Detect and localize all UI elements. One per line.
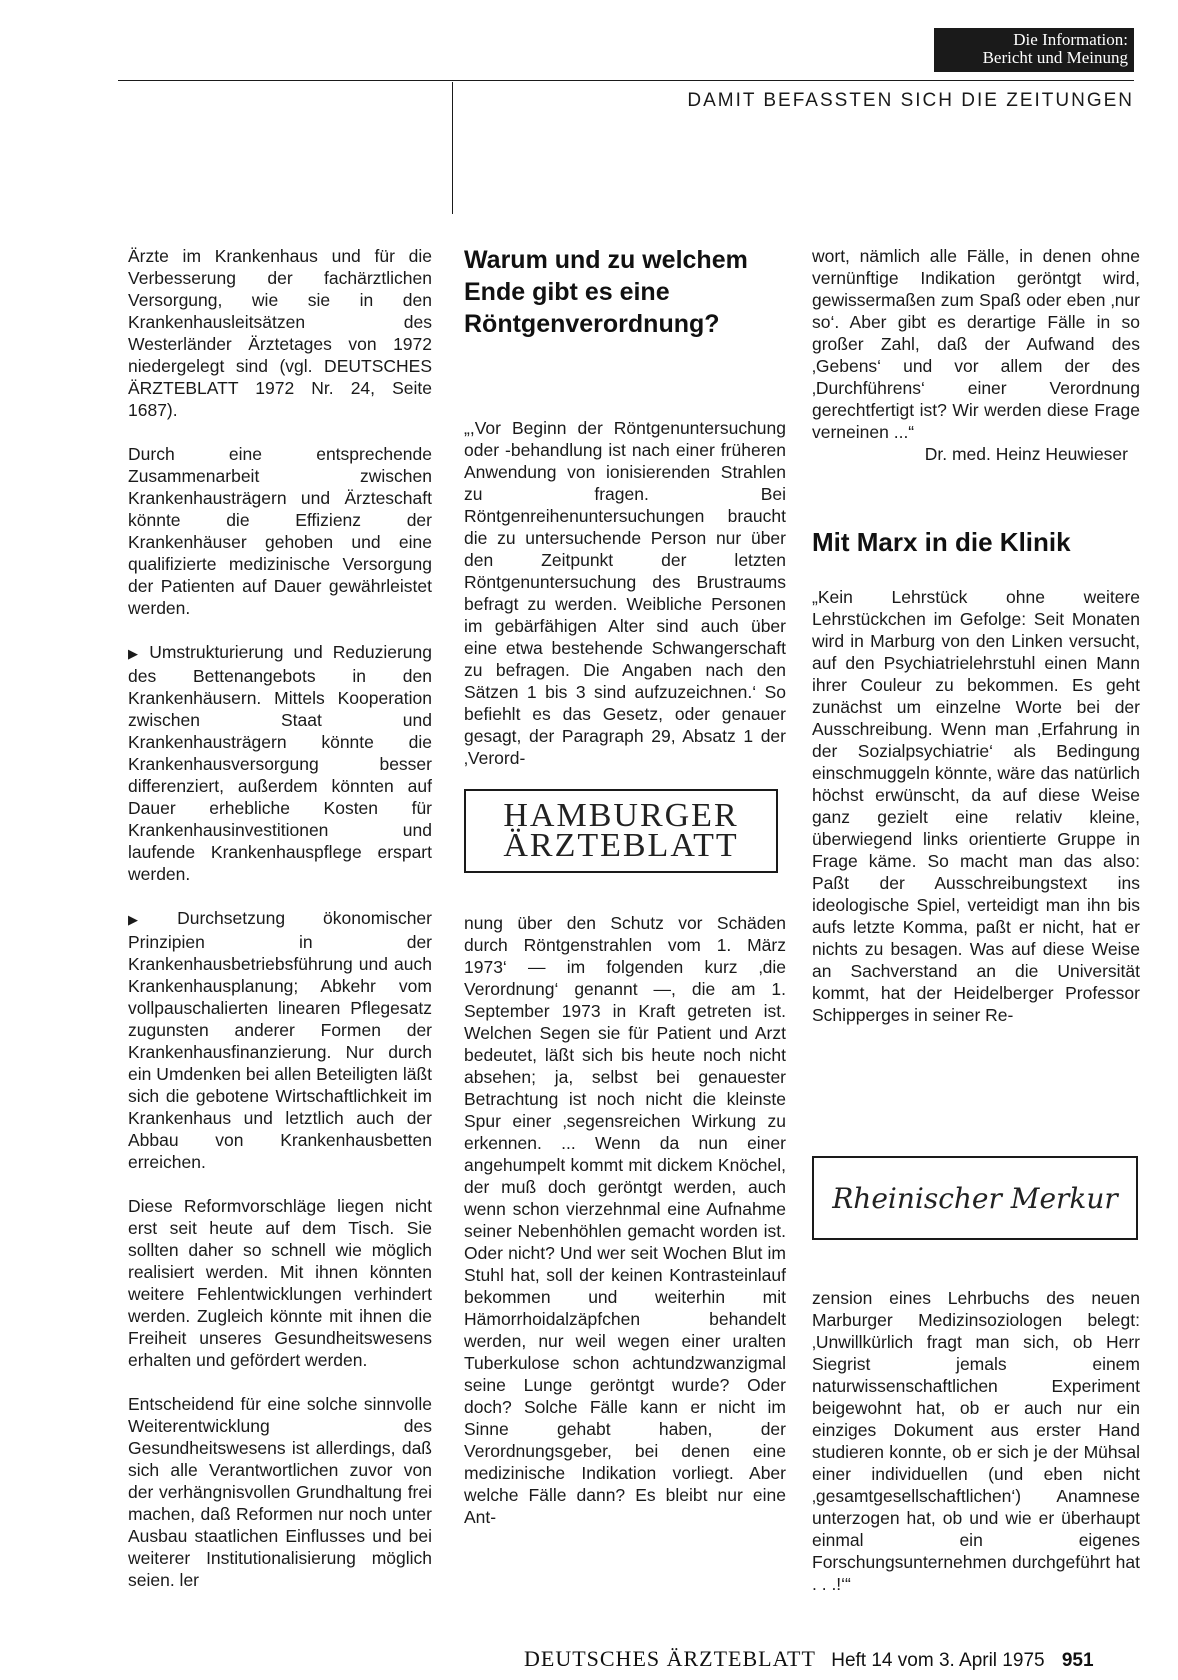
triangle-bullet-icon: ▶ (128, 646, 144, 661)
bullet-paragraph (128, 641, 432, 885)
paragraph: „,Vor Beginn der Röntgenuntersuchung oder -behandlung ist nach einer früheren Anwendung von ionisierenden Strahlen zu fragen. Bei Röntgenreihenuntersuchungen braucht die zu untersuchende Person nur über den Zeitpunkt der letzten Röntgenuntersuchung des Brustraums befragt zu werden. Weibliche Personen im gebärfähigen Alter sind auch über eine etwa bestehende Schwangerschaft zu befragen. Die Angaben nach den Sätzen 1 bis 3 sind aufzuzeichnen.‘ So befiehlt es das Gesetz, oder genauer gesagt, der Paragraph 29, Absatz 1 der ‚Verord- (464, 418, 786, 768)
article-text (812, 586, 1140, 1026)
paragraph: Diese Reformvorschläge liegen nicht erst seit heute auf dem Tisch. Sie sollten daher so schnell wie möglich realisiert werden. Mit ihnen könnten weitere Fehlentwicklungen verhindert werden. Zugleich könnte mit ihnen die Freiheit unseres Gesundheitswesens erhalten und gefördert werden. (128, 1196, 432, 1370)
section-label (934, 28, 1134, 72)
paragraph: Durch eine entsprechende Zusammenarbeit zwischen Krankenhausträgern und Ärzteschaft könnte die Effizienz der Krankenhäuser gehoben und eine qualifizierte medizinische Versorgung der Patienten auf Dauer gewährleistet werden. (128, 444, 432, 618)
article-text (812, 1287, 1140, 1595)
source-box-hamburger-aerzteblatt (464, 789, 778, 873)
section-label-line2: Bericht und Meinung (982, 48, 1128, 67)
page-number: 951 (1061, 1650, 1094, 1671)
source-line2: ÄRZTEBLATT (503, 827, 739, 864)
paragraph: zension eines Lehrbuchs des neuen Marburger Medizinsoziologen belegt: ‚Unwillkürlich fragt man sich, ob Herr Siegrist jemals einem naturwissenschaftlichen Experiment beigewohnt hat, ob er auch nur ein einziges Dokument aus erster Hand studieren konnte, ob er sich je der Mühsal einer individuellen (und eben nicht ‚gesamtgesellschaftlichen‘) Anamnese unterzogen hat, ob und wie er überhaupt einmal ein eigenes Forschungsunternehmen durchgeführt hat . . .!‘“ (812, 1288, 1140, 1594)
source-name: Rheinischer Merkur (832, 1181, 1118, 1215)
page-footer (524, 1646, 1094, 1672)
paragraph: Entscheidend für eine solche sinnvolle Weiterentwicklung des Gesundheitswesens ist allerdings, daß sich alle Verantwortlichen zuvor von der verhängnisvollen Grundhaltung frei machen, daß Reformen nur noch unter Ausbau staatlichen Einflusses und bei weiterer Institutionalisierung möglich seien. ler (128, 1394, 432, 1590)
article-text (464, 912, 786, 1528)
section-kicker: DAMIT BEFASSTEN SICH DIE ZEITUNGEN (687, 90, 1134, 111)
paragraph: wort, nämlich alle Fälle, in denen ohne vernünftige Indikation geröntgt wird, gewissermaßen zum Spaß oder eben ‚nur so‘. Aber gibt es derartige Fälle in so großer Zahl, daß der Aufwand des ‚Gebens‘ und vor allem der des ‚Durchführens‘ einer Verordnung gerechtfertigt ist? Wir werden diese Frage verneinen ...“ (812, 246, 1140, 442)
bullet-text: Umstrukturierung und Reduzierung des Bettenangebots in den Krankenhäusern. Mittels Kooperation zwischen Staat und Krankenhausträgern könnte die Krankenhausversorgung besser differenziert, außerdem könnten auf Dauer erhebliche Kosten für Krankenhausinvestitionen und laufende Krankenhauspflege erspart werden. (128, 642, 432, 884)
header-rule (118, 80, 1134, 81)
bullet-paragraph (128, 907, 432, 1173)
section-label-line1: Die Information: (1013, 30, 1128, 49)
article-text (464, 417, 786, 769)
paragraph: Ärzte im Krankenhaus und für die Verbesserung der fachärztlichen Versorgung, wie sie in den Krankenhausleitsätzen des Westerländer Ärztetages von 1972 niedergelegt sind (vgl. DEUTSCHES ÄRZTEBLATT 1972 Nr. 24, Seite 1687). (128, 246, 432, 420)
paragraph: „Kein Lehrstück ohne weitere Lehrstückchen im Gefolge: Seit Monaten wird in Marburg von den Linken versucht, auf den Psychiatrielehrstuhl einen Mann ihrer Couleur zu bekommen. Es geht zunächst um einzelne Worte bei der Ausschreibung. Wenn man ‚Erfahrung in der Sozialpsychiatrie‘ als Bedingung einschmuggeln könnte, wäre das natürlich höchst erwünscht, da auf diese Weise ganz gezielt eine relativ kleine, überwiegend links orientierte Gruppe in Frage käme. So macht man das also: Paßt der Ausschreibungstext ins ideologische Spiel, verteidigt man ihn bis aufs letzte Komma, paßt er nicht, hat er nichts zu besagen. Was auf diese Weise an Sachverstand an die Universität kommt, hat der Heidelberger Professor Schipperges in seiner Re- (812, 587, 1140, 1025)
header-divider (452, 82, 453, 214)
column-left (128, 245, 432, 1591)
magazine-name: DEUTSCHES ÄRZTEBLATT (524, 1646, 816, 1671)
article-text-continued (812, 245, 1140, 465)
author-signature: Dr. med. Heinz Heuwieser (924, 444, 1128, 464)
paragraph: nung über den Schutz vor Schäden durch Röntgenstrahlen vom 1. März 1973‘ — im folgenden kurz ‚die Verordnung‘ genannt —, die am 1. September 1973 in Kraft getreten ist. Welchen Segen sie für Patient und Arzt bedeutet, läßt sich bis heute noch nicht absehen; ja, selbst bei genauester Betrachtung ist noch nicht die kleinste Spur einer ‚segensreichen Wirkung zu erkennen. ... Wenn da nun einer angehumpelt kommt mit dickem Knöchel, der muß doch geröntgt werden, auch wenn schon vierzehnmal eine Aufnahme seiner Nebenhöhlen gemacht worden ist. Oder nicht? Und wer seit Wochen Blut im Stuhl hat, soll der keinen Kontrasteinlauf bekommen und weiterhin mit Hämorrhoidalzäpfchen behandelt werden, nur weil wegen einer uralten Tuberkulose schon achtundzwanzigmal seine Lunge geröntgt wurde? Oder doch? Solche Fälle kann er nicht im Sinne gehabt haben, der Verordnungsgeber, bei denen eine medizinische Indikation vorliegt. Aber welche Fälle dann? Es bleibt nur eine Ant- (464, 913, 786, 1527)
bullet-text: Durchsetzung ökonomischer Prinzipien in der Krankenhausbetriebsführung und auch Krankenhausplanung; Abkehr vom vollpauschalierten linearen Pflegesatz zugunsten anderer Formen der Krankenhausfinanzierung. Nur durch ein Umdenken bei allen Beteiligten läßt sich die gebotene Wirtschaftlichkeit im Krankenhaus und letztlich auch der Abbau von Krankenhausbetten erreichen. (128, 908, 432, 1172)
source-line1: HAMBURGER (503, 797, 739, 834)
article-headline: Warum und zu welchem Ende gibt es eine Röntgenverordnung? (464, 246, 748, 338)
article-headline: Mit Marx in die Klinik (812, 527, 1071, 557)
source-box-rheinischer-merkur (812, 1156, 1138, 1240)
triangle-bullet-icon: ▶ (128, 912, 172, 927)
issue-info: Heft 14 vom 3. April 1975 (831, 1650, 1045, 1671)
